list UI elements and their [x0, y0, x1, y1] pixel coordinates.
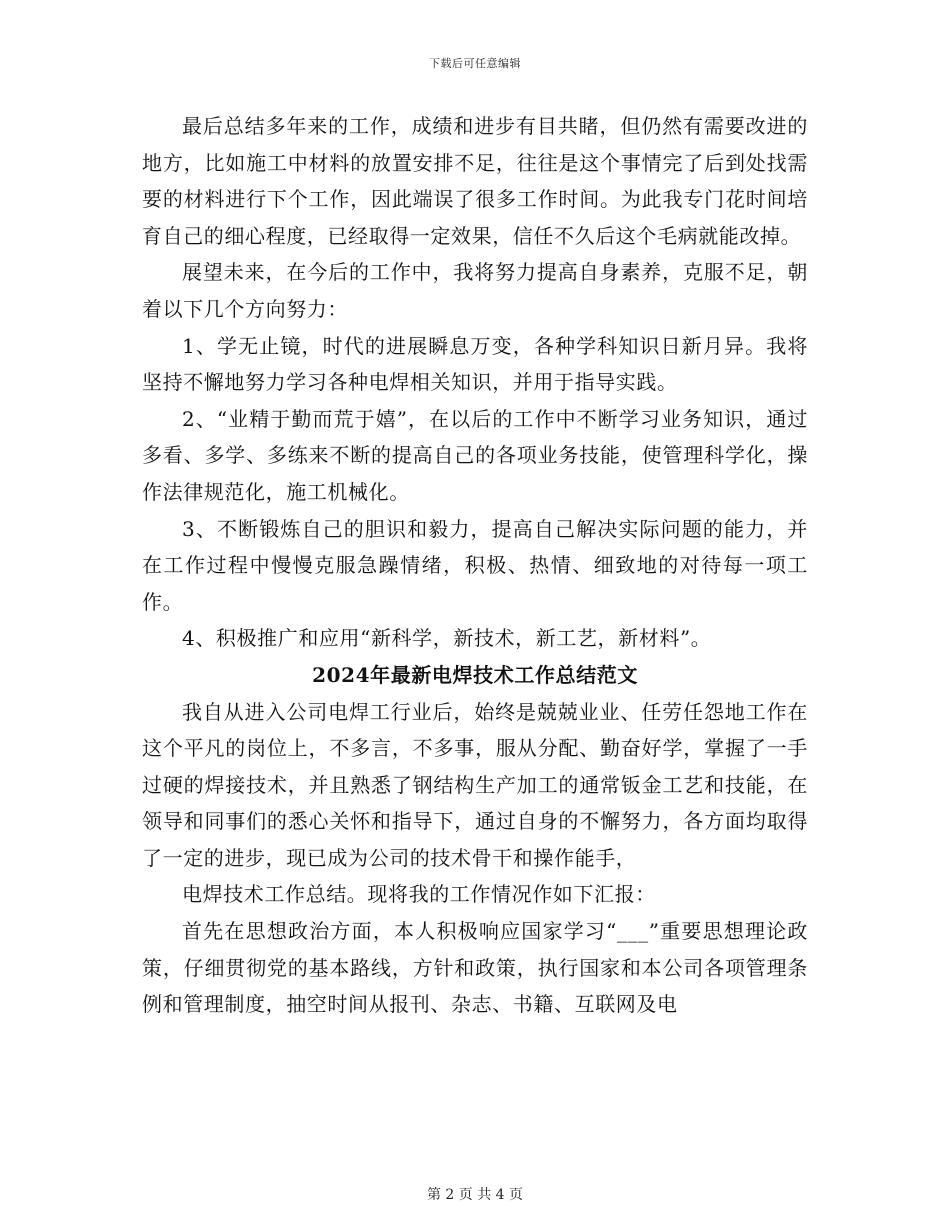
paragraph-item-2: 2、“业精于勤而荒于嬉”，在以后的工作中不断学习业务知识，通过多看、多学、多练来不断的提高自己的各项业务技能，使管理科学化，操作法律规范化，施工机械化。 [142, 406, 808, 504]
section-title: 2024年最新电焊技术工作总结范文 [312, 662, 638, 687]
paragraph-outlook: 展望未来，在今后的工作中，我将努力提高自身素养，克服不足，朝着以下几个方向努力： [142, 260, 808, 321]
paragraph-political: 首先在思想政治方面，本人积极响应国家学习“___”重要思想理论政策，仔细贯彻党的基本路线，方针和政策，执行国家和本公司各项管理条例和管理制度，抽空时间从报刊、杂志、书籍、互联网及电 [142, 919, 808, 1017]
document-body [142, 108, 808, 1023]
page-number-footer: 第 2 页 共 4 页 [426, 1187, 524, 1203]
page-header-note: 下载后可任意编辑 [429, 57, 521, 70]
paragraph-intro: 我自从进入公司电焊工行业后，始终是兢兢业业、任劳任怨地工作在这个平凡的岗位上，不多言，不多事，服从分配、勤奋好学，掌握了一手过硬的焊接技术，并且熟悉了钢结构生产加工的通常钣金工艺和技能，在领导和同事们的悉心关怀和指导下，通过自身的不懈努力，各方面均取得了一定的进步，现已成为公司的技术骨干和操作能手， [142, 699, 808, 870]
paragraph-item-1: 1、学无止镜，时代的进展瞬息万变，各种学科知识日新月异。我将坚持不懈地努力学习各种电焊相关知识，并用于指导实践。 [142, 333, 808, 395]
paragraph-report: 电焊技术工作总结。现将我的工作情况作如下汇报： [182, 882, 656, 907]
paragraph-item-3: 3、不断锻炼自己的胆识和毅力，提高自己解决实际问题的能力，并在工作过程中慢慢克服急躁情绪，积极、热情、细致地的对待每一项工作。 [142, 516, 808, 614]
paragraph-summary: 最后总结多年来的工作，成绩和进步有目共睹，但仍然有需要改进的地方，比如施工中材料的放置安排不足，往往是这个事情完了后到处找需要的材料进行下个工作，因此端误了很多工作时间。为此我专门花时间培育自己的细心程度，已经取得一定效果，信任不久后这个毛病就能改掉。 [142, 114, 808, 248]
paragraph-item-4: 4、积极推广和应用“新科学，新技术，新工艺，新材料”。 [182, 626, 712, 651]
